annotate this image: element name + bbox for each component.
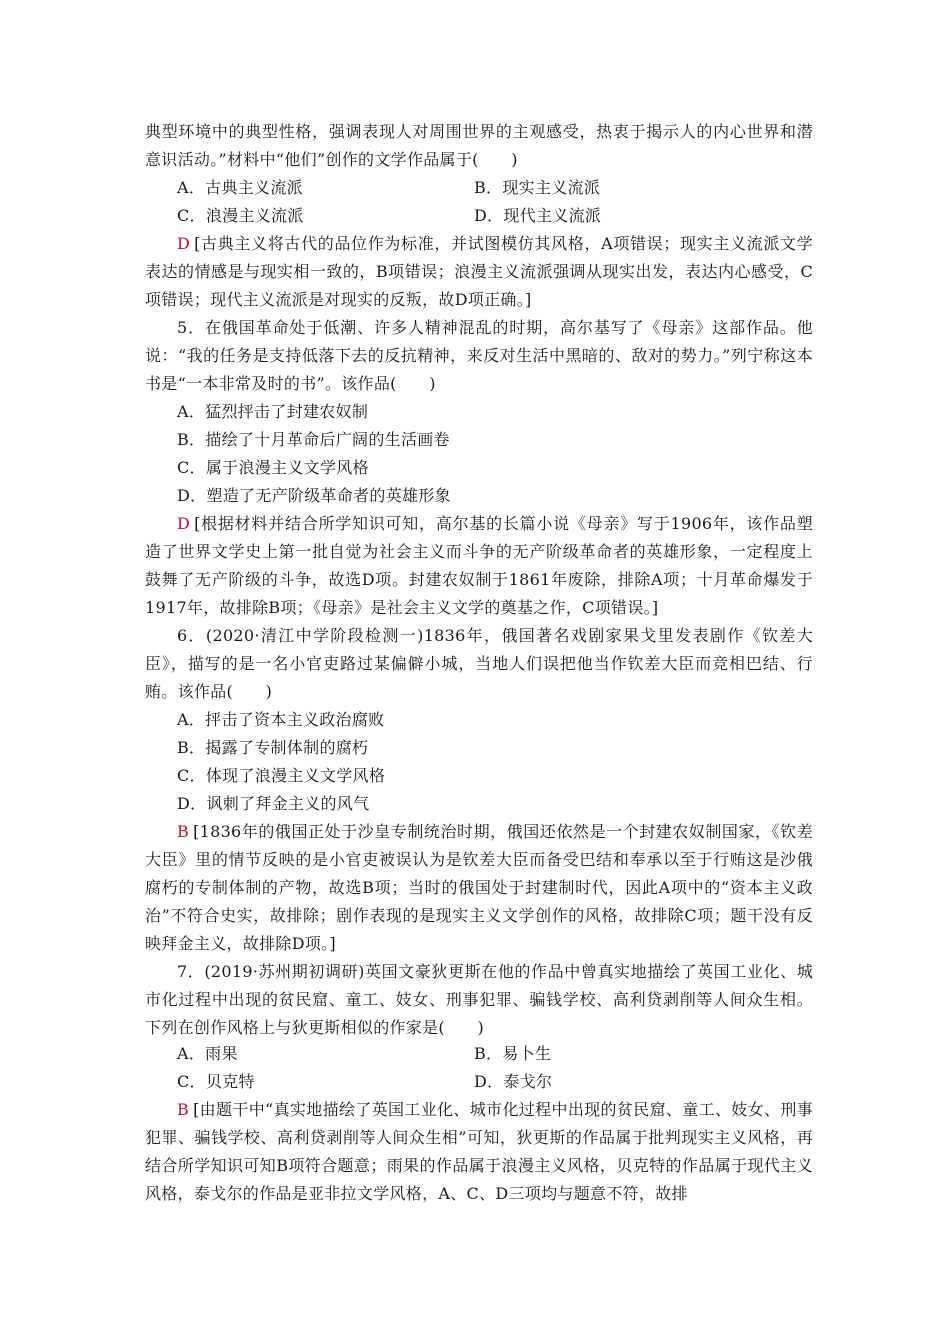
q5-option-a: A．猛烈抨击了封建农奴制 xyxy=(177,402,369,421)
q6-stem: 6．(2020·清江中学阶段检测一)1836年，俄国著名戏剧家果戈里发表剧作《钦差大臣》，描写的是一名小官吏路过某偏僻小城，当地人们误把他当作钦差大臣而竞相巴结、行贿。该作品( ) xyxy=(145,626,813,701)
q4-answer: D xyxy=(177,234,191,253)
q5-answer: D xyxy=(177,514,191,533)
q7-option-b: B．易卜生 xyxy=(474,1044,552,1063)
q5-stem: 5．在俄国革命处于低潮、许多人精神混乱的时期，高尔基写了《母亲》这部作品。他说：“我的任务是支持低落下去的反抗精神，来反对生活中黑暗的、敌对的势力。”列宁称这本书是“一本非常及时的书”。该作品( ) xyxy=(145,318,813,393)
q7-option-d: D．泰戈尔 xyxy=(474,1072,553,1091)
q4-stem: 典型环境中的典型性格，强调表现人对周围世界的主观感受，热衷于揭示人的内心世界和潜意识活动。”材料中“他们”创作的文学作品属于( ) xyxy=(145,122,813,169)
q4-option-a: A．古典主义流派 xyxy=(177,178,303,197)
q5-answer-explanation xyxy=(145,510,813,622)
q7-answer-explanation xyxy=(145,1096,813,1208)
q4-option-d: D．现代主义流派 xyxy=(474,206,602,225)
q5-option-b: B．描绘了十月革命后广阔的生活画卷 xyxy=(177,430,450,449)
q7-stem: 7．(2019·苏州期初调研)英国文豪狄更斯在他的作品中曾真实地描绘了英国工业化、城市化过程中出现的贫民窟、童工、妓女、刑事犯罪、骗钱学校、高利贷剥削等人间众生相。下列在创作风格上与狄更斯相似的作家是( ) xyxy=(145,962,813,1037)
q7-explanation: [由题干中“真实地描绘了英国工业化、城市化过程中出现的贫民窟、童工、妓女、刑事犯罪、骗钱学校、高利贷剥削等人间众生相”可知，狄更斯的作品属于批判现实主义风格，再结合所学知识可知B项符合题意；雨果的作品属于浪漫主义风格，贝克特的作品属于现代主义风格，泰戈尔的作品是亚非拉文学风格，A、C、D三项均与题意不符，故排 xyxy=(145,1100,813,1203)
q6-answer-explanation xyxy=(145,818,813,958)
q6-answer: B xyxy=(177,822,190,841)
q5-explanation: [根据材料并结合所学知识可知，高尔基的长篇小说《母亲》写于1906年，该作品塑造了世界文学史上第一批自觉为社会主义而斗争的无产阶级革命者的英雄形象，一定程度上鼓舞了无产阶级的斗争，故选D项。封建农奴制于1861年废除，排除A项；十月革命爆发于1917年，故排除B项；《母亲》是社会主义文学的奠基之作，C项错误。] xyxy=(145,514,813,617)
q7-option-a: A．雨果 xyxy=(177,1044,238,1063)
q7-option-c: C．贝克特 xyxy=(177,1072,255,1091)
q6-option-d: D．讽刺了拜金主义的风气 xyxy=(177,794,370,813)
q4-explanation: [古典主义将古代的品位作为标准，并试图模仿其风格，A项错误；现实主义流派文学表达的情感是与现实相一致的，B项错误；浪漫主义流派强调从现实出发，表达内心感受，C项错误；现代主义流派是对现实的反叛，故D项正确。] xyxy=(145,234,813,309)
q4-option-b: B．现实主义流派 xyxy=(474,178,601,197)
q6-explanation: [1836年的俄国正处于沙皇专制统治时期，俄国还依然是一个封建农奴制国家，《钦差大臣》里的情节反映的是小官吏被误认为是钦差大臣而备受巴结和奉承以至于行贿这是沙俄腐朽的专制体制的产物，故选B项；当时的俄国处于封建制时代，因此A项中的“资本主义政治”不符合史实，故排除；剧作表现的是现实主义文学创作的风格，故排除C项；题干没有反映拜金主义，故排除D项。] xyxy=(145,822,813,953)
q6-option-c: C．体现了浪漫主义文学风格 xyxy=(177,766,386,785)
q4-answer-explanation xyxy=(145,230,813,314)
q6-option-b: B．揭露了专制体制的腐朽 xyxy=(177,738,369,757)
q6-option-a: A．抨击了资本主义政治腐败 xyxy=(177,710,385,729)
q5-option-d: D．塑造了无产阶级革命者的英雄形象 xyxy=(177,486,451,505)
q5-option-c: C．属于浪漫主义文学风格 xyxy=(177,458,369,477)
q7-answer: B xyxy=(177,1100,190,1119)
q4-option-c: C．浪漫主义流派 xyxy=(177,206,304,225)
